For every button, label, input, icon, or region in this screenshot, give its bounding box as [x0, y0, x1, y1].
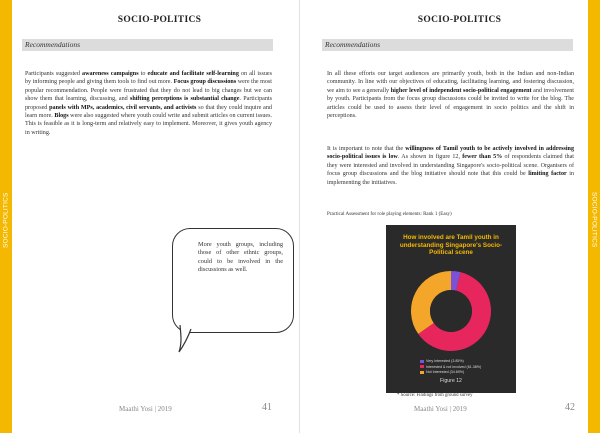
assessment-note: Practical Assessment for role playing elements: Rank 1 (Easy): [327, 212, 452, 217]
legend-swatch: [420, 360, 424, 363]
section-heading: Recommendations: [22, 39, 273, 51]
source-note: * Source: Findings from ground survey: [397, 393, 473, 398]
figure-label: Figure 12: [440, 378, 462, 384]
section-heading: Recommendations: [322, 39, 573, 51]
figure-12-chart: [386, 225, 516, 393]
left-spine-label: SOCIO-POLITICS: [2, 192, 10, 248]
page-title: SOCIO-POLITICS: [417, 15, 502, 25]
page-title: SOCIO-POLITICS: [117, 15, 202, 25]
footer-text: Maathi Yosi | 2019: [414, 405, 467, 413]
left-page: [22, 0, 297, 433]
body-paragraph: In all these efforts our target audiences are primarily youth, both in the Indian and non-Indian community. In line with our objectives of educating, facilitating learning, and fostering discussion, we aim to see a generally higher level of independent socio-political engagement and involvement by youth. Participants from the focus group discussions could be invited to write for the blog. The articles could be used to assess their level of engagement in socio politics and the shift in perceptions.: [327, 71, 575, 120]
quote-text: More youth groups, including those of other ethnic groups, could to be involved in the discussions as well.: [198, 241, 283, 274]
legend-item-2: [420, 370, 464, 374]
chart-title: How involved are Tamil youth in understanding Singapore's Socio-Political scene: [399, 234, 503, 257]
quote-bubble: [172, 228, 294, 333]
legend-label: Very Interested (3.85%): [426, 359, 464, 363]
legend-swatch: [420, 371, 424, 374]
page-gutter: [299, 0, 300, 433]
legend-item-0: [420, 359, 464, 363]
quote-tail-shape: [178, 325, 192, 353]
body-paragraph: Participants suggested awareness campaigns to educate and facilitate self-learning on all issues by informing people and giving them tools to find out more. Focus group discussions were the most popular recommendation. People were frustrated that they do not lead to big changes but we can show them that learning, discussing, and shifting perceptions is substantial change. Participants proposed panels with MPs, academics, civil servants, and activists so that they could inquire and learn more. Blogs were also suggested where youth could write and submit articles on current issues. This is feasible as it is long-term and relatively easy to implement. Moreover, it gives youth agency in writing.: [25, 71, 272, 136]
right-spine-label: SOCIO-POLITICS: [590, 192, 598, 248]
legend-label: Interested & not involved (61.38%): [426, 364, 482, 369]
donut-chart: [409, 269, 493, 353]
donut-hole: [430, 290, 472, 332]
page-number: 41: [262, 402, 272, 413]
page-number: 42: [565, 402, 575, 413]
footer-text: Maathi Yosi | 2019: [119, 405, 172, 413]
legend-label: Not Interested (34.69%): [426, 370, 465, 374]
legend-item-1: [420, 365, 481, 369]
body-paragraph: It is important to note that the willingness of Tamil youth to be actively involved in addressing socio-political issues is low. As shown in figure 12, fewer than 5% of respondents claimed that they were interested and involved in understanding Singapore's socio-political scene. Organisers of focus group discussions and the blog initiative should note that this could be limiting factor in implementing the initiatives.: [327, 146, 575, 186]
legend-swatch: [420, 365, 424, 368]
right-page: [322, 0, 597, 433]
